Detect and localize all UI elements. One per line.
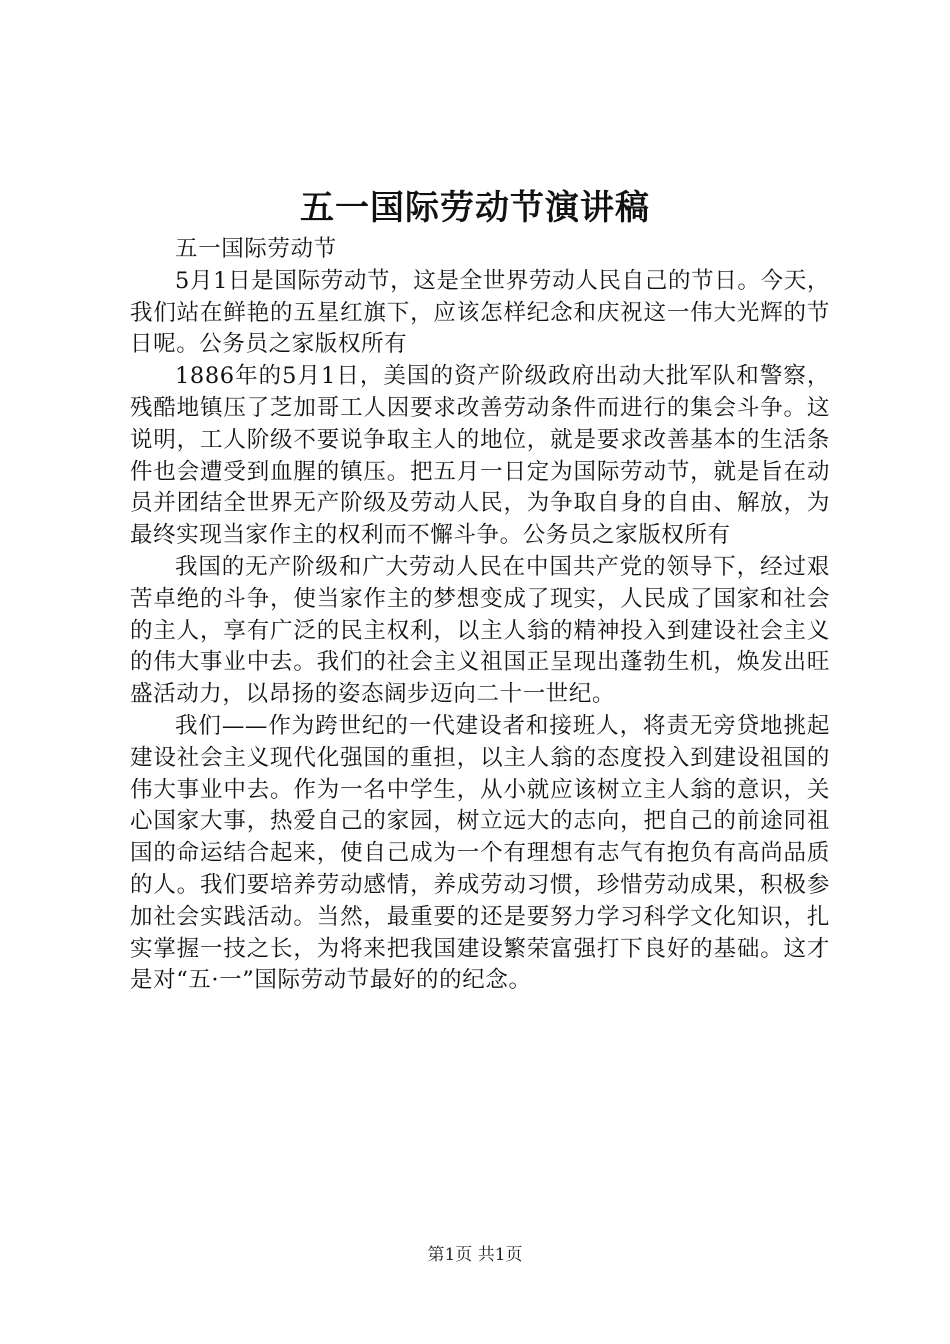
paragraph-3: 我国的无产阶级和广大劳动人民在中国共产党的领导下，经过艰苦卓绝的斗争，使当家作主的梦想变成了现实，人民成了国家和社会的主人，享有广泛的民主权利，以主人翁的精神投入到建设社会主义的伟大事业中去。我们的社会主义祖国正呈现出蓬勃生机，焕发出旺盛活动力，以昂扬的姿态阔步迈向二十一世纪。	[130, 553, 830, 708]
paragraph-1: 5月1日是国际劳动节，这是全世界劳动人民自己的节日。今天，我们站在鲜艳的五星红旗下，应该怎样纪念和庆祝这一伟大光辉的节日呢。公务员之家版权所有	[130, 267, 830, 358]
document-body	[130, 234, 830, 997]
page-footer: 第1页 共1页	[427, 1245, 523, 1265]
document-title: 五一国际劳动节演讲稿	[300, 188, 650, 228]
section-heading: 五一国际劳动节	[175, 236, 337, 262]
paragraph-2: 1886年的5月1日，美国的资产阶级政府出动大批军队和警察，残酷地镇压了芝加哥工人因要求改善劳动条件而进行的集会斗争。这说明，工人阶级不要说争取主人的地位，就是要求改善基本的生活条件也会遭受到血腥的镇压。把五月一日定为国际劳动节，就是旨在动员并团结全世界无产阶级及劳动人民，为争取自身的自由、解放，为最终实现当家作主的权利而不懈斗争。公务员之家版权所有	[130, 363, 830, 549]
paragraph-4: 我们——作为跨世纪的一代建设者和接班人，将责无旁贷地挑起建设社会主义现代化强国的重担，以主人翁的态度投入到建设祖国的伟大事业中去。作为一名中学生，从小就应该树立主人翁的意识，关心国家大事，热爱自己的家园，树立远大的志向，把自己的前途同祖国的命运结合起来，使自己成为一个有理想有志气有抱负有高尚品质的人。我们要培养劳动感情，养成劳动习惯，珍惜劳动成果，积极参加社会实践活动。当然，最重要的还是要努力学习科学文化知识，扎实掌握一技之长，为将来把我国建设繁荣富强打下良好的基础。这才是对“五·一”国际劳动节最好的的纪念。	[130, 712, 830, 994]
